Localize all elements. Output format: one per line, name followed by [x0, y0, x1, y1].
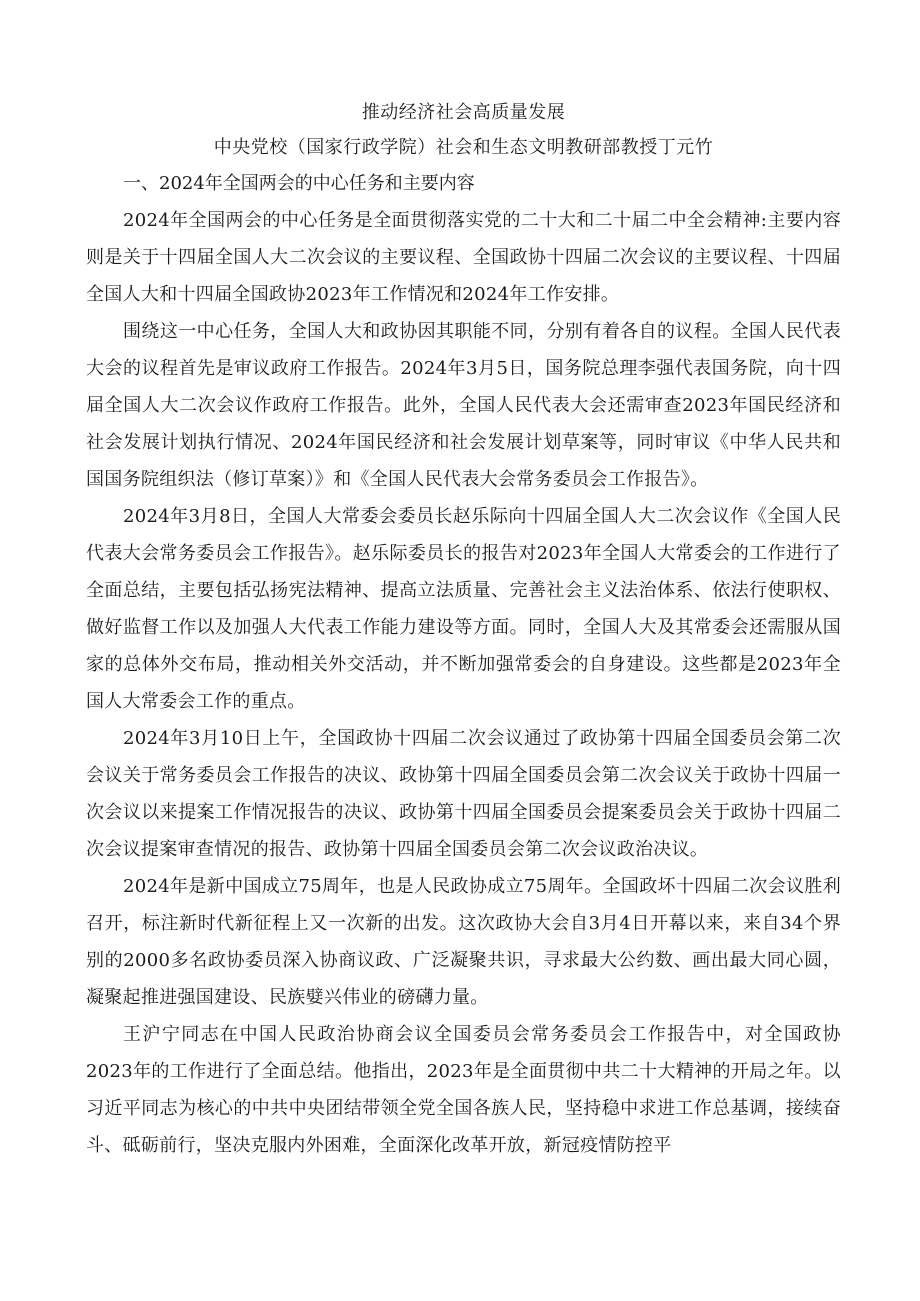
document-title: 推动经济社会高质量发展 — [361, 102, 566, 123]
document-body — [86, 96, 841, 1164]
section-heading: 一、2024年全国两会的中心任务和主要内容 — [123, 173, 475, 194]
author-line: 中央党校（国家行政学院）社会和生态文明教研部教授丁元竹 — [213, 137, 714, 158]
paragraph-2: 围绕这一中心任务，全国人大和政协因其职能不同，分别有着各自的议程。全国人民代表大会的议程首先是审议政府工作报告。2024年3月5日，国务院总理李强代表国务院，向十四届全国人大二次会议作政府工作报告。此外，全国人民代表大会还需审查2023年国民经济和社会发展计划执行情况、2024年国民经济和社会发展计划草案等，同时审议《中华人民共和国国务院组织法（修订草案）》和《全国人民代表大会常务委员会工作报告》。 — [86, 321, 841, 490]
paragraph-3: 2024年3月8日，全国人大常委会委员长赵乐际向十四届全国人大二次会议作《全国人民代表大会常务委员会工作报告》。赵乐际委员长的报告对2023年全国人大常委会的工作进行了全面总结，主要包括弘扬宪法精神、提高立法质量、完善社会主义法治体系、依法行使职权、做好监督工作以及加强人大代表工作能力建设等方面。同时，全国人大及其常委会还需服从国家的总体外交布局，推动相关外交活动，并不断加强常委会的自身建设。这些都是2023年全国人大常委会工作的重点。 — [86, 506, 841, 712]
paragraph-5: 2024年是新中国成立75周年，也是人民政协成立75周年。全国政坏十四届二次会议胜利召开，标注新时代新征程上又一次新的出发。这次政协大会自3月4日开幕以来，来自34个界别的2000多名政协委员深入协商议政、广泛凝聚共识，寻求最大公约数、画出最大同心圆，凝聚起推进强国建设、民族嬖兴伟业的磅礴力量。 — [86, 876, 841, 1008]
paragraph-1: 2024年全国两会的中心任务是全面贯彻落实党的二十大和二十届二中全会精神:主要内容则是关于十四届全国人大二次会议的主要议程、全国政协十四届二次会议的主要议程、十四届全国人大和十四届全国政协2023年工作情况和2024年工作安排。 — [86, 210, 841, 305]
paragraph-6: 王沪宁同志在中国人民政治协商会议全国委员会常务委员会工作报告中，对全国政协2023年的工作进行了全面总结。他指出，2023年是全面贯彻中共二十大精神的开局之年。以习近平同志为核心的中共中央团结带领全党全国各族人民，坚持稳中求进工作总基调，接续奋斗、砥砺前行，坚决克服内外困难，全面深化改革开放，新冠疫情防控平 — [86, 1024, 841, 1156]
paragraph-4: 2024年3月10日上午，全国政协十四届二次会议通过了政协第十四届全国委员会第二次会议关于常务委员会工作报告的决议、政协第十四届全国委员会第二次会议关于政协十四届一次会议以来提案工作情况报告的决议、政协第十四届全国委员会提案委员会关于政协十四届二次会议提案审查情况的报告、政协第十四届全国委员会第二次会议政治决议。 — [86, 728, 841, 860]
